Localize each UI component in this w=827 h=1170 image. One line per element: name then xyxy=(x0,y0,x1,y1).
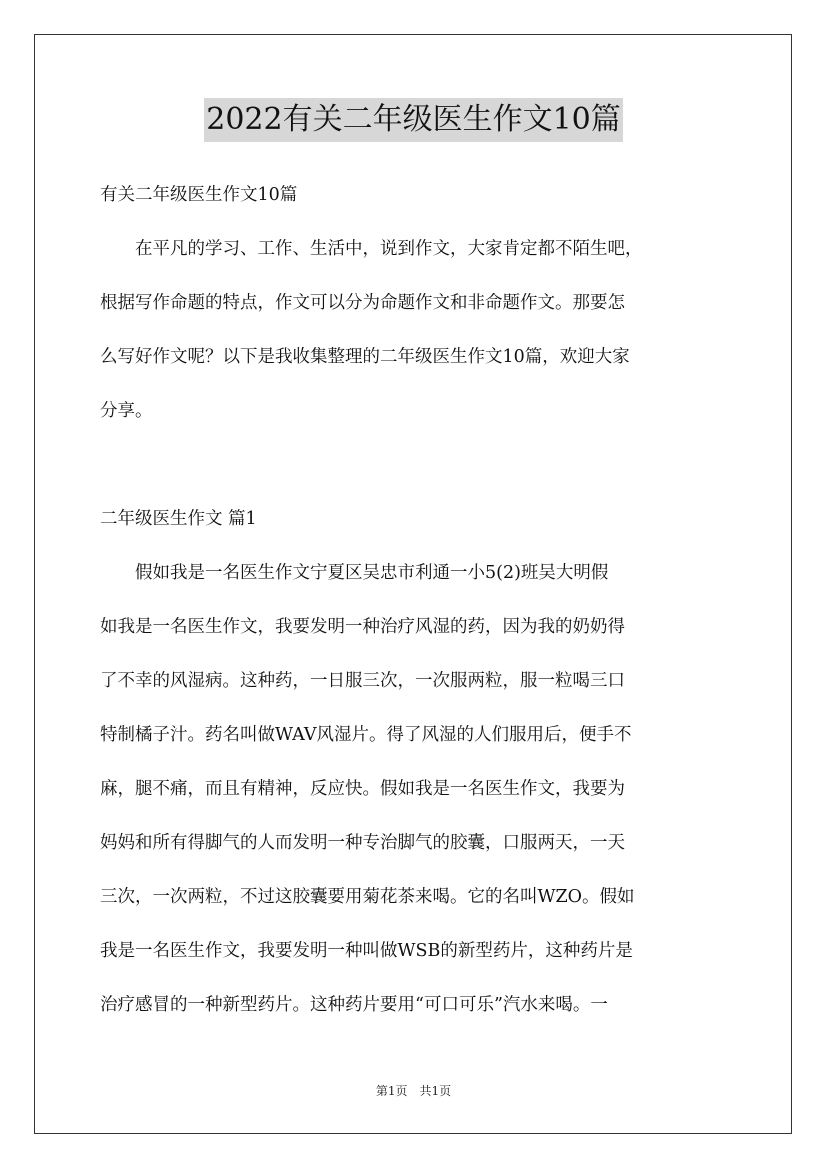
text-line: 我是一名医生作文，我要发明一种叫做WSB的新型药片，这种药片是 xyxy=(100,941,633,961)
document-title: 2022有关二年级医生作文10篇 xyxy=(204,98,623,142)
text-line: 麻，腿不痛，而且有精神，反应快。假如我是一名医生作文，我要为 xyxy=(100,779,625,799)
page-number: 第1页 共1页 xyxy=(375,1084,452,1098)
text-line: 了不幸的风湿病。这种药，一日服三次，一次服两粒，服一粒喝三口 xyxy=(100,671,625,691)
text-line: 治疗感冒的一种新型药片。这种药片要用“可口可乐”汽水来喝。一 xyxy=(100,995,608,1015)
text-line: 根据写作命题的特点，作文可以分为命题作文和非命题作文。那要怎 xyxy=(100,293,625,313)
text-line: 如我是一名医生作文，我要发明一种治疗风湿的药，因为我的奶奶得 xyxy=(100,617,625,637)
page-footer xyxy=(0,1082,827,1100)
title-area xyxy=(0,98,827,142)
text-line: 么写好作文呢？以下是我收集整理的二年级医生作文10篇，欢迎大家 xyxy=(100,347,630,367)
text-line: 妈妈和所有得脚气的人而发明一种专治脚气的胶囊，口服两天，一天 xyxy=(100,833,625,853)
text-line: 特制橘子汁。药名叫做WAV风湿片。得了风湿的人们服用后，便手不 xyxy=(100,725,632,745)
document-body xyxy=(100,168,730,1032)
text-line: 在平凡的学习、工作、生活中，说到作文，大家肯定都不陌生吧， xyxy=(100,239,643,259)
text-line: 有关二年级医生作文10篇 xyxy=(100,185,298,205)
blank-line xyxy=(100,438,730,492)
text-line: 三次，一次两粒，不过这胶囊要用菊花茶来喝。它的名叫WZO。假如 xyxy=(100,887,635,907)
text-line: 假如我是一名医生作文宁夏区吴忠市利通一小5(2)班吴大明假 xyxy=(100,563,609,583)
section-heading: 二年级医生作文 篇1 xyxy=(100,509,257,529)
text-line: 分享。 xyxy=(100,401,153,421)
